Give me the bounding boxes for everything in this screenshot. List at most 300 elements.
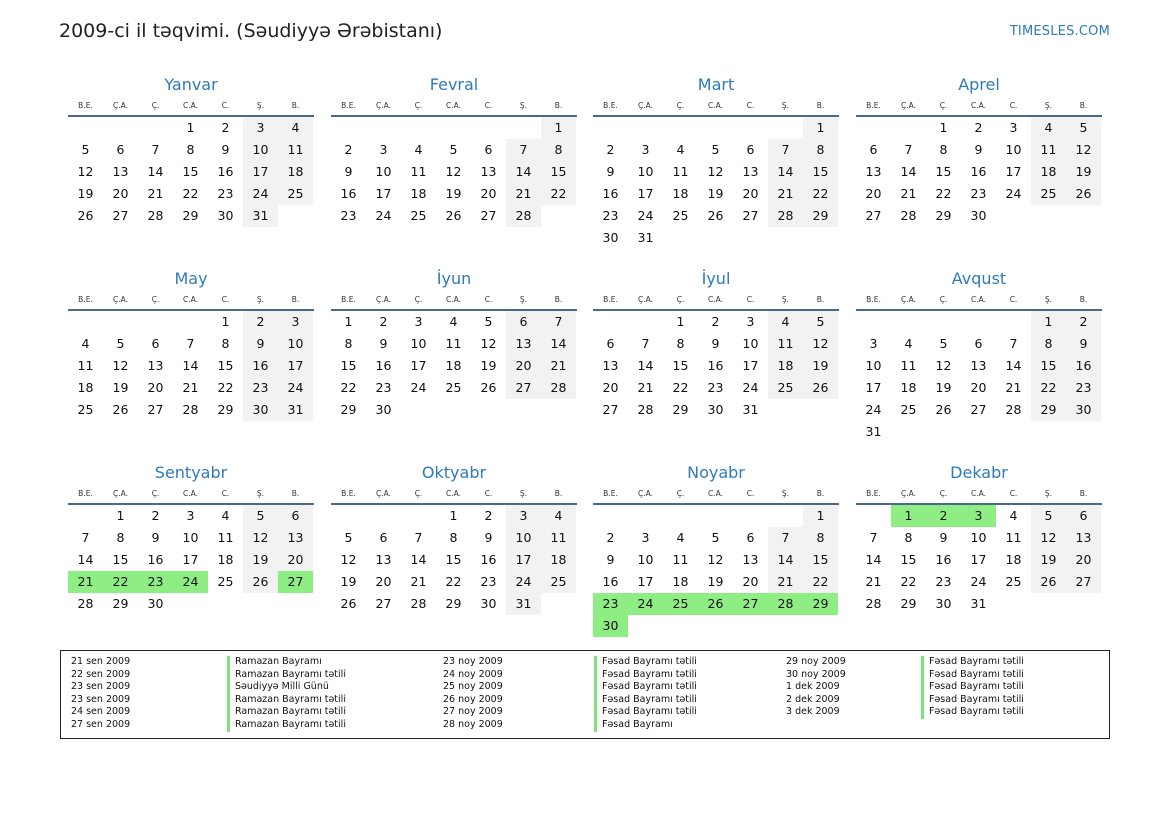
month-name: Avqust — [951, 269, 1007, 288]
day-cell: 12 — [480, 336, 497, 351]
empty-cell — [401, 117, 436, 139]
weekday-label: Ş. — [1044, 295, 1053, 304]
day-cell: 17 — [506, 549, 541, 571]
holiday-day-cell: 27 — [278, 571, 313, 593]
day-cell: 31 — [865, 424, 882, 439]
day-cell: 12 — [1031, 527, 1066, 549]
day-cell: 3 — [641, 530, 650, 545]
weekday-label: C.A. — [182, 101, 198, 110]
day-cell: 9 — [939, 530, 948, 545]
day-cell: 16 — [602, 186, 619, 201]
day-cell: 19 — [243, 549, 278, 571]
day-cell: 22 — [340, 380, 357, 395]
empty-cell — [331, 505, 366, 527]
day-cell: 21 — [182, 380, 199, 395]
holiday-day-cell: 21 — [68, 571, 103, 593]
day-cell: 24 — [506, 571, 541, 593]
day-cell: 23 — [970, 186, 987, 201]
weekday-label: B.E. — [603, 489, 618, 498]
day-cell: 3 — [1009, 120, 1018, 135]
day-cell: 5 — [449, 142, 458, 157]
empty-cell — [138, 117, 173, 139]
day-grid — [856, 505, 1102, 615]
month-10 — [331, 462, 577, 615]
day-cell: 16 — [935, 552, 952, 567]
legend-holiday-name: Fəsad Bayramı tətili — [594, 669, 697, 682]
legend-date: 27 sen 2009 — [71, 718, 131, 730]
month-12 — [856, 462, 1102, 615]
day-cell: 10 — [1005, 142, 1022, 157]
weekday-label: Ç. — [939, 295, 948, 304]
weekday-label: C. — [484, 489, 493, 498]
day-cell: 5 — [939, 336, 948, 351]
day-cell: 7 — [151, 142, 160, 157]
month-2 — [331, 74, 577, 227]
holiday-day-cell: 22 — [103, 571, 138, 593]
day-cell: 9 — [484, 530, 493, 545]
day-cell: 8 — [186, 142, 195, 157]
day-cell: 20 — [602, 380, 619, 395]
weekday-label: B.E. — [78, 489, 93, 498]
legend-dates-3 — [786, 656, 846, 719]
day-cell: 2 — [606, 142, 615, 157]
month-name: May — [174, 269, 208, 288]
day-cell: 22 — [935, 186, 952, 201]
day-cell: 17 — [182, 552, 199, 567]
day-cell: 11 — [768, 333, 803, 355]
day-cell: 17 — [637, 574, 654, 589]
weekday-label: Ç. — [414, 101, 423, 110]
day-cell: 9 — [1066, 333, 1101, 355]
day-cell: 30 — [243, 399, 278, 421]
day-cell: 29 — [900, 596, 917, 611]
day-cell: 30 — [707, 402, 724, 417]
day-cell: 22 — [1031, 377, 1066, 399]
day-cell: 21 — [865, 574, 882, 589]
day-cell: 8 — [221, 336, 230, 351]
day-cell: 20 — [970, 380, 987, 395]
day-cell: 5 — [803, 311, 838, 333]
legend-date: 24 sen 2009 — [71, 706, 131, 718]
day-cell: 15 — [217, 358, 234, 373]
day-cell: 4 — [81, 336, 90, 351]
day-cell: 14 — [768, 161, 803, 183]
day-cell: 8 — [676, 336, 685, 351]
weekday-label: Ç. — [676, 489, 685, 498]
day-cell: 25 — [672, 208, 689, 223]
day-cell: 18 — [217, 552, 234, 567]
holiday-day-cell: 27 — [733, 593, 768, 615]
day-cell: 15 — [541, 161, 576, 183]
page-title: 2009-ci il təqvimi. (Səudiyyə Ərəbistanı) — [59, 20, 443, 42]
day-cell: 13 — [147, 358, 164, 373]
day-cell: 14 — [1005, 358, 1022, 373]
legend-date: 26 noy 2009 — [443, 693, 503, 705]
day-cell: 17 — [865, 380, 882, 395]
day-cell: 25 — [900, 402, 917, 417]
day-cell: 27 — [865, 208, 882, 223]
day-cell: 16 — [970, 164, 987, 179]
legend-holiday-name: Ramazan Bayramı tətili — [227, 706, 346, 719]
day-cell: 1 — [676, 314, 685, 329]
day-cell: 2 — [606, 530, 615, 545]
day-cell: 25 — [278, 183, 313, 205]
day-cell: 24 — [742, 380, 759, 395]
month-6 — [331, 268, 577, 421]
day-cell: 13 — [865, 164, 882, 179]
day-cell: 7 — [1009, 336, 1018, 351]
day-cell: 27 — [506, 377, 541, 399]
day-cell: 23 — [340, 208, 357, 223]
empty-cell — [593, 505, 628, 527]
holiday-legend — [60, 650, 1110, 739]
day-cell: 30 — [602, 230, 619, 245]
day-cell: 28 — [410, 596, 427, 611]
day-cell: 16 — [375, 358, 392, 373]
empty-cell — [173, 311, 208, 333]
day-cell: 15 — [340, 358, 357, 373]
weekday-label: Ç.A. — [637, 489, 653, 498]
weekday-label: B. — [554, 101, 563, 110]
weekday-label: B.E. — [866, 489, 881, 498]
day-cell: 12 — [803, 333, 838, 355]
weekday-label: Ç. — [939, 489, 948, 498]
weekday-label: B. — [554, 489, 563, 498]
weekday-header — [331, 291, 577, 311]
day-cell: 2 — [344, 142, 353, 157]
day-cell: 1 — [186, 120, 195, 135]
day-cell: 1 — [541, 117, 576, 139]
month-name: Sentyabr — [154, 463, 228, 482]
weekday-label: B. — [1079, 101, 1088, 110]
day-cell: 18 — [1005, 552, 1022, 567]
weekday-label: Ş. — [781, 295, 790, 304]
day-cell: 20 — [375, 574, 392, 589]
day-cell: 31 — [970, 596, 987, 611]
weekday-label: Ç. — [414, 489, 423, 498]
empty-cell — [663, 505, 698, 527]
day-cell: 18 — [768, 355, 803, 377]
day-grid — [68, 505, 314, 615]
day-cell: 3 — [746, 314, 755, 329]
day-cell: 16 — [480, 552, 497, 567]
day-cell: 30 — [375, 402, 392, 417]
weekday-label: C.A. — [445, 489, 461, 498]
day-cell: 20 — [742, 574, 759, 589]
day-cell: 2 — [379, 314, 388, 329]
day-cell: 26 — [243, 571, 278, 593]
day-cell: 2 — [484, 508, 493, 523]
day-cell: 11 — [672, 164, 689, 179]
day-cell: 10 — [970, 530, 987, 545]
day-cell: 31 — [637, 230, 654, 245]
weekday-label: C. — [484, 295, 493, 304]
day-cell: 25 — [445, 380, 462, 395]
day-cell: 30 — [935, 596, 952, 611]
empty-cell — [366, 505, 401, 527]
legend-names-2 — [594, 656, 697, 732]
legend-holiday-name: Səudiyyə Milli Günü — [227, 681, 346, 694]
weekday-label: Ç.A. — [637, 295, 653, 304]
holiday-day-cell: 24 — [173, 571, 208, 593]
month-7 — [593, 268, 839, 421]
day-cell: 29 — [935, 208, 952, 223]
day-cell: 9 — [606, 164, 615, 179]
day-cell: 23 — [243, 377, 278, 399]
day-cell: 3 — [641, 142, 650, 157]
legend-holiday-name: Ramazan Bayramı tətili — [227, 669, 346, 682]
day-cell: 5 — [1066, 117, 1101, 139]
day-cell: 10 — [637, 552, 654, 567]
day-cell: 25 — [1031, 183, 1066, 205]
day-cell: 19 — [935, 380, 952, 395]
day-cell: 29 — [672, 402, 689, 417]
day-cell: 13 — [742, 164, 759, 179]
day-cell: 14 — [541, 333, 576, 355]
day-cell: 26 — [340, 596, 357, 611]
weekday-label: Ç.A. — [375, 101, 391, 110]
holiday-day-cell: 2 — [926, 505, 961, 527]
empty-cell — [733, 117, 768, 139]
day-cell: 11 — [278, 139, 313, 161]
day-cell: 10 — [506, 527, 541, 549]
legend-date: 24 noy 2009 — [443, 668, 503, 680]
weekday-label: B.E. — [341, 489, 356, 498]
day-cell: 31 — [506, 593, 541, 615]
weekday-header — [856, 291, 1102, 311]
day-cell: 13 — [375, 552, 392, 567]
day-cell: 4 — [1031, 117, 1066, 139]
day-cell: 12 — [243, 527, 278, 549]
holiday-day-cell: 3 — [961, 505, 996, 527]
holiday-day-cell: 26 — [698, 593, 733, 615]
day-cell: 4 — [904, 336, 913, 351]
empty-cell — [698, 505, 733, 527]
day-cell: 20 — [147, 380, 164, 395]
day-cell: 26 — [1031, 571, 1066, 593]
day-cell: 27 — [970, 402, 987, 417]
weekday-label: Ç. — [151, 101, 160, 110]
day-cell: 4 — [1009, 508, 1018, 523]
day-cell: 9 — [379, 336, 388, 351]
day-cell: 11 — [900, 358, 917, 373]
weekday-label: C. — [221, 101, 230, 110]
weekday-label: C. — [1009, 489, 1018, 498]
weekday-label: C. — [484, 101, 493, 110]
day-cell: 19 — [340, 574, 357, 589]
weekday-label: Ş. — [519, 101, 528, 110]
holiday-day-cell: 28 — [768, 593, 803, 615]
legend-names-3 — [921, 656, 1024, 719]
day-cell: 2 — [711, 314, 720, 329]
legend-date: 2 dek 2009 — [786, 693, 840, 705]
day-cell: 21 — [768, 571, 803, 593]
day-cell: 13 — [278, 527, 313, 549]
day-grid — [68, 117, 314, 227]
weekday-label: Ç. — [676, 295, 685, 304]
day-cell: 18 — [541, 549, 576, 571]
day-cell: 9 — [221, 142, 230, 157]
day-cell: 15 — [803, 161, 838, 183]
day-cell: 13 — [480, 164, 497, 179]
weekday-label: Ş. — [256, 101, 265, 110]
empty-cell — [996, 311, 1031, 333]
weekday-label: C. — [1009, 295, 1018, 304]
month-name: Yanvar — [164, 75, 218, 94]
day-cell: 29 — [182, 208, 199, 223]
weekday-label: B. — [816, 489, 825, 498]
day-cell: 30 — [970, 208, 987, 223]
day-cell: 18 — [77, 380, 94, 395]
day-cell: 2 — [1066, 311, 1101, 333]
brand-link[interactable]: TIMESLES.COM — [1009, 24, 1110, 39]
day-cell: 29 — [112, 596, 129, 611]
day-cell: 7 — [768, 527, 803, 549]
empty-cell — [698, 117, 733, 139]
day-cell: 17 — [375, 186, 392, 201]
empty-cell — [891, 311, 926, 333]
day-cell: 1 — [449, 508, 458, 523]
day-grid — [331, 505, 577, 615]
empty-cell — [926, 311, 961, 333]
holiday-day-cell: 30 — [593, 615, 628, 637]
day-cell: 23 — [480, 574, 497, 589]
weekday-label: Ş. — [781, 101, 790, 110]
weekday-label: Ş. — [781, 489, 790, 498]
day-cell: 11 — [1005, 530, 1022, 545]
day-cell: 13 — [602, 358, 619, 373]
holiday-day-cell: 23 — [138, 571, 173, 593]
day-cell: 10 — [278, 333, 313, 355]
day-cell: 4 — [449, 314, 458, 329]
day-cell: 31 — [243, 205, 278, 227]
day-cell: 9 — [974, 142, 983, 157]
day-cell: 28 — [768, 205, 803, 227]
day-cell: 4 — [221, 508, 230, 523]
legend-holiday-name: Ramazan Bayramı — [227, 656, 346, 669]
day-cell: 2 — [243, 311, 278, 333]
day-cell: 26 — [480, 380, 497, 395]
day-cell: 24 — [375, 208, 392, 223]
day-cell: 18 — [672, 186, 689, 201]
weekday-label: Ç. — [151, 489, 160, 498]
empty-cell — [138, 311, 173, 333]
day-cell: 3 — [243, 117, 278, 139]
day-cell: 24 — [243, 183, 278, 205]
day-cell: 11 — [77, 358, 94, 373]
day-cell: 8 — [939, 142, 948, 157]
day-cell: 9 — [243, 333, 278, 355]
weekday-header — [593, 291, 839, 311]
day-cell: 19 — [1066, 161, 1101, 183]
holiday-day-cell: 1 — [891, 505, 926, 527]
weekday-label: C.A. — [445, 295, 461, 304]
empty-cell — [628, 505, 663, 527]
day-cell: 18 — [672, 574, 689, 589]
weekday-label: B. — [291, 101, 300, 110]
day-cell: 13 — [506, 333, 541, 355]
weekday-label: Ç. — [939, 101, 948, 110]
day-cell: 5 — [484, 314, 493, 329]
day-cell: 27 — [742, 208, 759, 223]
legend-names-1 — [227, 656, 346, 732]
empty-cell — [366, 117, 401, 139]
day-grid — [331, 117, 577, 227]
day-cell: 28 — [77, 596, 94, 611]
weekday-label: Ç. — [414, 295, 423, 304]
day-cell: 15 — [935, 164, 952, 179]
day-cell: 17 — [410, 358, 427, 373]
day-cell: 22 — [900, 574, 917, 589]
day-cell: 15 — [112, 552, 129, 567]
day-cell: 19 — [1031, 549, 1066, 571]
day-cell: 21 — [1005, 380, 1022, 395]
day-cell: 15 — [900, 552, 917, 567]
day-cell: 20 — [1066, 549, 1101, 571]
day-cell: 22 — [182, 186, 199, 201]
empty-cell — [436, 117, 471, 139]
weekday-label: B. — [1079, 295, 1088, 304]
empty-cell — [103, 117, 138, 139]
day-cell: 14 — [865, 552, 882, 567]
weekday-label: C. — [221, 295, 230, 304]
weekday-label: B.E. — [603, 295, 618, 304]
weekday-header — [593, 97, 839, 117]
day-cell: 17 — [970, 552, 987, 567]
day-cell: 8 — [904, 530, 913, 545]
day-cell: 9 — [606, 552, 615, 567]
day-cell: 8 — [449, 530, 458, 545]
day-cell: 13 — [970, 358, 987, 373]
day-cell: 19 — [707, 186, 724, 201]
weekday-label: B. — [291, 489, 300, 498]
month-8 — [856, 268, 1102, 443]
weekday-label: B. — [816, 295, 825, 304]
weekday-label: B. — [554, 295, 563, 304]
weekday-label: B. — [1079, 489, 1088, 498]
day-cell: 11 — [445, 336, 462, 351]
day-cell: 16 — [340, 186, 357, 201]
day-cell: 20 — [112, 186, 129, 201]
day-cell: 21 — [637, 380, 654, 395]
empty-cell — [331, 117, 366, 139]
day-cell: 25 — [541, 571, 576, 593]
day-cell: 22 — [445, 574, 462, 589]
legend-holiday-name: Fəsad Bayramı tətili — [594, 681, 697, 694]
day-cell: 10 — [375, 164, 392, 179]
empty-cell — [961, 311, 996, 333]
day-grid — [856, 311, 1102, 443]
day-cell: 3 — [186, 508, 195, 523]
day-cell: 25 — [768, 377, 803, 399]
day-cell: 9 — [151, 530, 160, 545]
day-cell: 6 — [116, 142, 125, 157]
day-cell: 1 — [1031, 311, 1066, 333]
day-cell: 22 — [803, 183, 838, 205]
day-cell: 24 — [865, 402, 882, 417]
month-name: Fevral — [429, 75, 479, 94]
empty-cell — [593, 311, 628, 333]
weekday-label: Ç.A. — [375, 295, 391, 304]
day-cell: 27 — [112, 208, 129, 223]
empty-cell — [68, 311, 103, 333]
day-cell: 8 — [541, 139, 576, 161]
weekday-label: C.A. — [182, 489, 198, 498]
day-cell: 6 — [606, 336, 615, 351]
legend-holiday-name: Fəsad Bayramı — [594, 719, 697, 732]
day-cell: 27 — [602, 402, 619, 417]
weekday-label: Ç.A. — [900, 295, 916, 304]
